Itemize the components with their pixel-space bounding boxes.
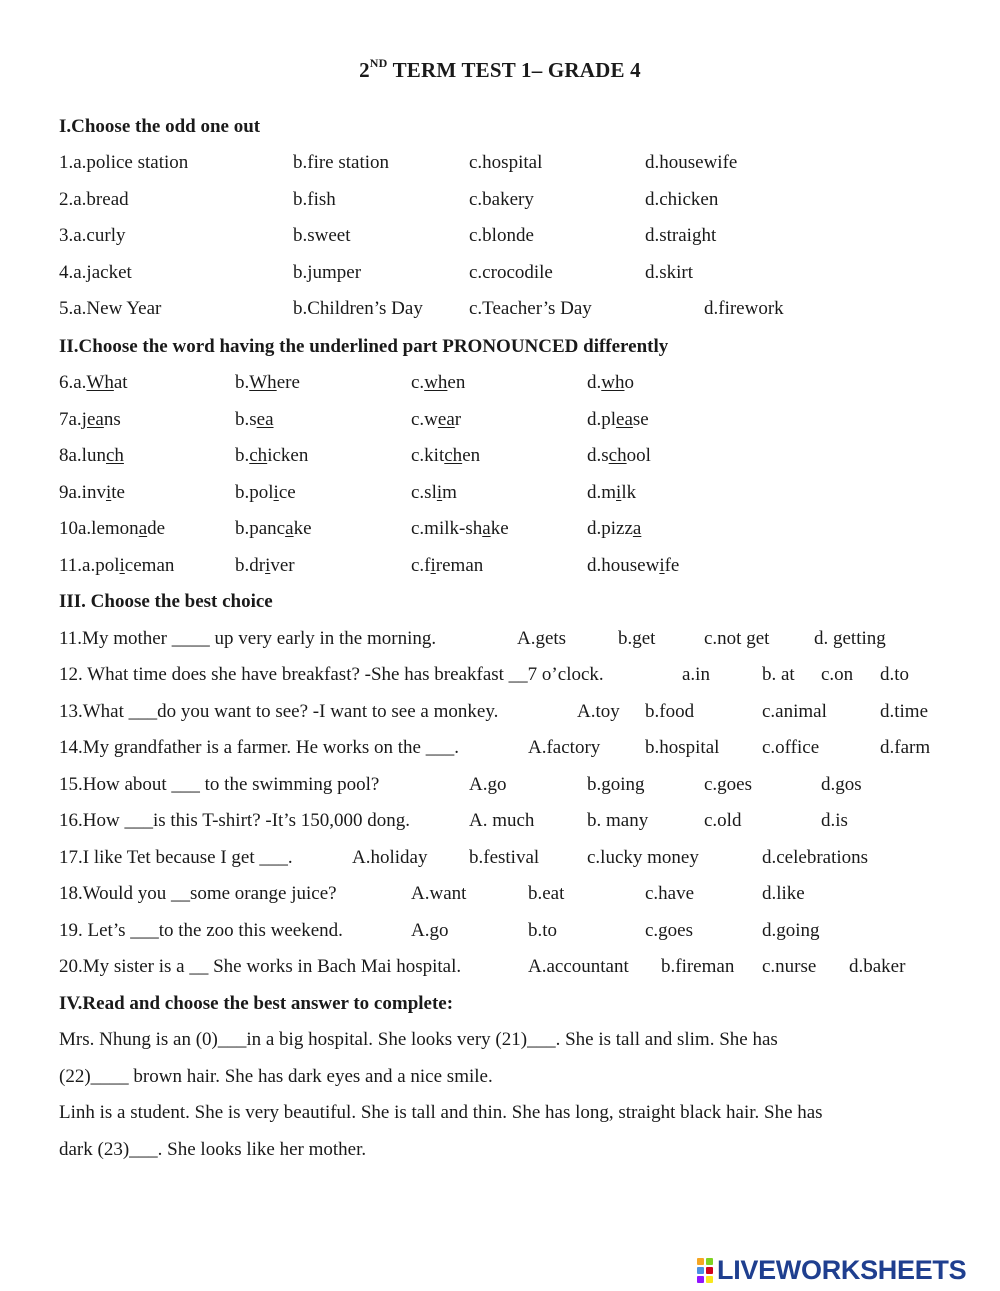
question-text: 16.How ___is this T-shirt? -It’s 150,000 dong. [59,810,410,831]
word-suffix: ns [103,409,121,430]
word-prefix: d.pl [587,409,617,430]
multiple-choice-row [0,701,1000,727]
option-text: d.firework [704,298,784,319]
option-text: b.sweet [293,225,351,246]
section-4-heading: IV.Read and choose the best answer to complete: [59,993,454,1014]
option-text: A.factory [528,737,601,758]
option-text: A. much [469,810,535,831]
word-prefix: 9a.inv [59,482,106,503]
word-prefix: b. [235,372,250,393]
option-text: b.eat [528,883,565,904]
word-option [587,445,651,467]
option-text: b.fish [293,189,336,210]
word-suffix: ere [276,372,300,393]
option-text: d.like [762,883,805,904]
option-text: A.gets [517,628,567,649]
word-prefix: d.housew [587,555,660,576]
word-prefix: b.dr [235,555,266,576]
option-text: 3.a.curly [59,225,126,246]
underlined-part: i [119,555,125,576]
underlined-part: a [482,518,491,539]
option-text: c.old [704,810,742,831]
word-suffix: en [462,445,481,466]
word-prefix: c. [411,372,425,393]
question-text: 15.How about ___ to the swimming pool? [59,774,380,795]
word-option [59,518,165,540]
option-text: b.food [645,701,695,722]
word-option [411,555,483,577]
option-text: d.skirt [645,262,694,283]
word-prefix: c.w [411,409,438,430]
underlined-part: i [436,482,443,503]
option-text: A.toy [577,701,620,722]
multiple-choice-row [0,810,1000,836]
word-suffix: at [113,372,128,393]
logo-text: LIVEWORKSHEETS [717,1254,967,1285]
pronunciation-row [0,409,1000,435]
underlined-part: ch [249,445,268,466]
reading-paragraph-line: dark (23)___. She looks like her mother. [59,1139,367,1160]
multiple-choice-row [0,883,1000,909]
option-text: 5.a.New Year [59,298,162,319]
underlined-part: i [105,482,112,503]
option-text: d. getting [814,628,886,649]
word-prefix: b.panc [235,518,286,539]
option-text: d.housewife [645,152,738,173]
underlined-part: i [273,482,279,503]
option-text: b. many [587,810,649,831]
word-suffix: de [147,518,166,539]
multiple-choice-row [0,628,1000,654]
pronunciation-row [0,482,1000,508]
option-text: c.bakery [469,189,534,210]
question-text: 12. What time does she have breakfast? -She has breakfast __7 o’clock. [59,664,604,685]
option-text: b.festival [469,847,540,868]
option-text: d.farm [880,737,931,758]
option-text: d.time [880,701,929,722]
word-option [235,555,295,577]
word-option [411,445,480,467]
question-text: 18.Would you __some orange juice? [59,883,337,904]
option-text: c.Teacher’s Day [469,298,592,319]
option-text: d.gos [821,774,862,795]
odd-one-out-row [0,225,1000,251]
option-text: 1.a.police station [59,152,189,173]
multiple-choice-row [0,664,1000,690]
word-prefix: c.kit [411,445,445,466]
liveworksheets-logo-icon [697,1258,713,1283]
word-option [59,445,124,467]
question-text: 11.My mother ____ up very early in the morning. [59,628,437,649]
option-text: b.going [587,774,645,795]
underlined-part: a [138,518,148,539]
word-option [411,518,509,540]
word-prefix: 7a.j [59,409,87,430]
underlined-part: ch [105,445,124,466]
underlined-part: ch [444,445,463,466]
section-2-heading: II.Choose the word having the underlined part PRONOUNCED differently [59,336,669,357]
multiple-choice-row [0,774,1000,800]
word-prefix: 8a.lun [59,445,106,466]
word-prefix: d.pizz [587,518,633,539]
option-text: b.jumper [293,262,362,283]
word-option [411,482,457,504]
underlined-part: Wh [86,372,114,393]
word-suffix: m [442,482,457,503]
option-text: d.celebrations [762,847,869,868]
word-option [235,445,308,467]
reading-paragraph-line: Linh is a student. She is very beautiful. She is tall and thin. She has long, straight black hair. She has [59,1102,823,1123]
option-text: d.baker [849,956,906,977]
option-text: a.in [682,664,710,685]
word-suffix: te [111,482,125,503]
pronunciation-row [0,518,1000,544]
question-text: 19. Let’s ___to the zoo this weekend. [59,920,343,941]
word-option [587,518,641,540]
word-prefix: c.sl [411,482,437,503]
odd-one-out-row [0,262,1000,288]
word-prefix: b.s [235,409,257,430]
option-text: A.go [469,774,507,795]
word-prefix: 6.a. [59,372,87,393]
option-text: b.fireman [661,956,735,977]
pronunciation-row [0,555,1000,581]
word-suffix: ke [293,518,312,539]
option-text: b.get [618,628,656,649]
option-text: c.not get [704,628,770,649]
question-text: 20.My sister is a __ She works in Bach Mai hospital. [59,956,462,977]
page-title: 2ND TERM TEST 1– GRADE 4 [359,56,641,82]
question-text: 13.What ___do you want to see? -I want to see a monkey. [59,701,499,722]
option-text: c.goes [645,920,694,941]
option-text: c.blonde [469,225,534,246]
word-option [235,482,296,504]
multiple-choice-row [0,847,1000,873]
option-text: c.crocodile [469,262,553,283]
word-prefix: d.s [587,445,609,466]
word-option [235,518,312,540]
option-text: A.accountant [528,956,629,977]
multiple-choice-row [0,920,1000,946]
option-text: c.nurse [762,956,817,977]
odd-one-out-row [0,298,1000,324]
word-option [59,372,128,394]
word-option [411,372,465,394]
section-3-heading: III. Choose the best choice [59,591,273,612]
word-prefix: 10a.lemon [59,518,139,539]
word-option [411,409,461,431]
word-prefix: c.milk-sh [411,518,483,539]
word-prefix: c.f [411,555,431,576]
word-option [587,372,634,394]
option-text: b.to [528,920,558,941]
word-suffix: ver [270,555,295,576]
liveworksheets-logo [697,1255,966,1285]
underlined-part: wh [601,372,625,393]
option-text: c.goes [704,774,753,795]
word-option [587,555,679,577]
word-option [587,482,636,504]
underlined-part: ea [256,409,274,430]
underlined-part: wh [424,372,448,393]
underlined-part: ea [437,409,455,430]
underlined-part: a [632,518,642,539]
word-suffix: ool [626,445,651,466]
word-option [59,409,121,431]
word-suffix: se [632,409,649,430]
question-text: 17.I like Tet because I get ___. [59,847,293,868]
word-suffix: icken [267,445,309,466]
odd-one-out-row [0,189,1000,215]
word-suffix: ceman [124,555,175,576]
option-text: c.lucky money [587,847,699,868]
option-text: 4.a.jacket [59,262,132,283]
option-text: b.hospital [645,737,720,758]
option-text: b. at [762,664,795,685]
option-text: d.to [880,664,910,685]
option-text: c.on [821,664,854,685]
multiple-choice-row [0,956,1000,982]
section-1-heading: I.Choose the odd one out [59,116,261,137]
underlined-part: Wh [249,372,277,393]
word-suffix: r [454,409,462,430]
option-text: A.go [411,920,449,941]
reading-paragraph-line: Mrs. Nhung is an (0)___in a big hospital. She looks very (21)___. She is tall and slim. She has [59,1029,778,1050]
word-prefix: d.m [587,482,617,503]
word-option [59,482,125,504]
underlined-part: ch [608,445,627,466]
option-text: d.chicken [645,189,719,210]
odd-one-out-row [0,152,1000,178]
word-option [59,555,174,577]
option-text: b.fire station [293,152,390,173]
word-suffix: ke [490,518,509,539]
underlined-part: ea [616,409,633,430]
word-suffix: reman [435,555,484,576]
pronunciation-row [0,445,1000,471]
underlined-part: ea [86,409,104,430]
word-suffix: fe [664,555,680,576]
word-prefix: 11.a.pol [59,555,120,576]
option-text: c.hospital [469,152,543,173]
option-text: c.have [645,883,695,904]
option-text: A.want [411,883,467,904]
multiple-choice-row [0,737,1000,763]
option-text: c.animal [762,701,827,722]
reading-paragraph-line: (22)____ brown hair. She has dark eyes and a nice smile. [59,1066,493,1087]
word-suffix: en [447,372,466,393]
underlined-part: a [285,518,294,539]
option-text: d.straight [645,225,717,246]
option-text: A.holiday [352,847,428,868]
word-option [235,372,300,394]
option-text: 2.a.bread [59,189,129,210]
word-prefix: d. [587,372,602,393]
underlined-part: i [430,555,436,576]
word-suffix: ce [278,482,296,503]
word-suffix: lk [621,482,637,503]
word-prefix: b.pol [235,482,274,503]
word-prefix: b. [235,445,250,466]
option-text: b.Children’s Day [293,298,423,319]
underlined-part: i [265,555,271,576]
underlined-part: i [659,555,665,576]
pronunciation-row [0,372,1000,398]
word-option [587,409,649,431]
option-text: d.going [762,920,820,941]
option-text: d.is [821,810,848,831]
word-option [235,409,274,431]
option-text: c.office [762,737,820,758]
word-suffix: o [624,372,634,393]
question-text: 14.My grandfather is a farmer. He works on the ___. [59,737,459,758]
underlined-part: i [616,482,622,503]
